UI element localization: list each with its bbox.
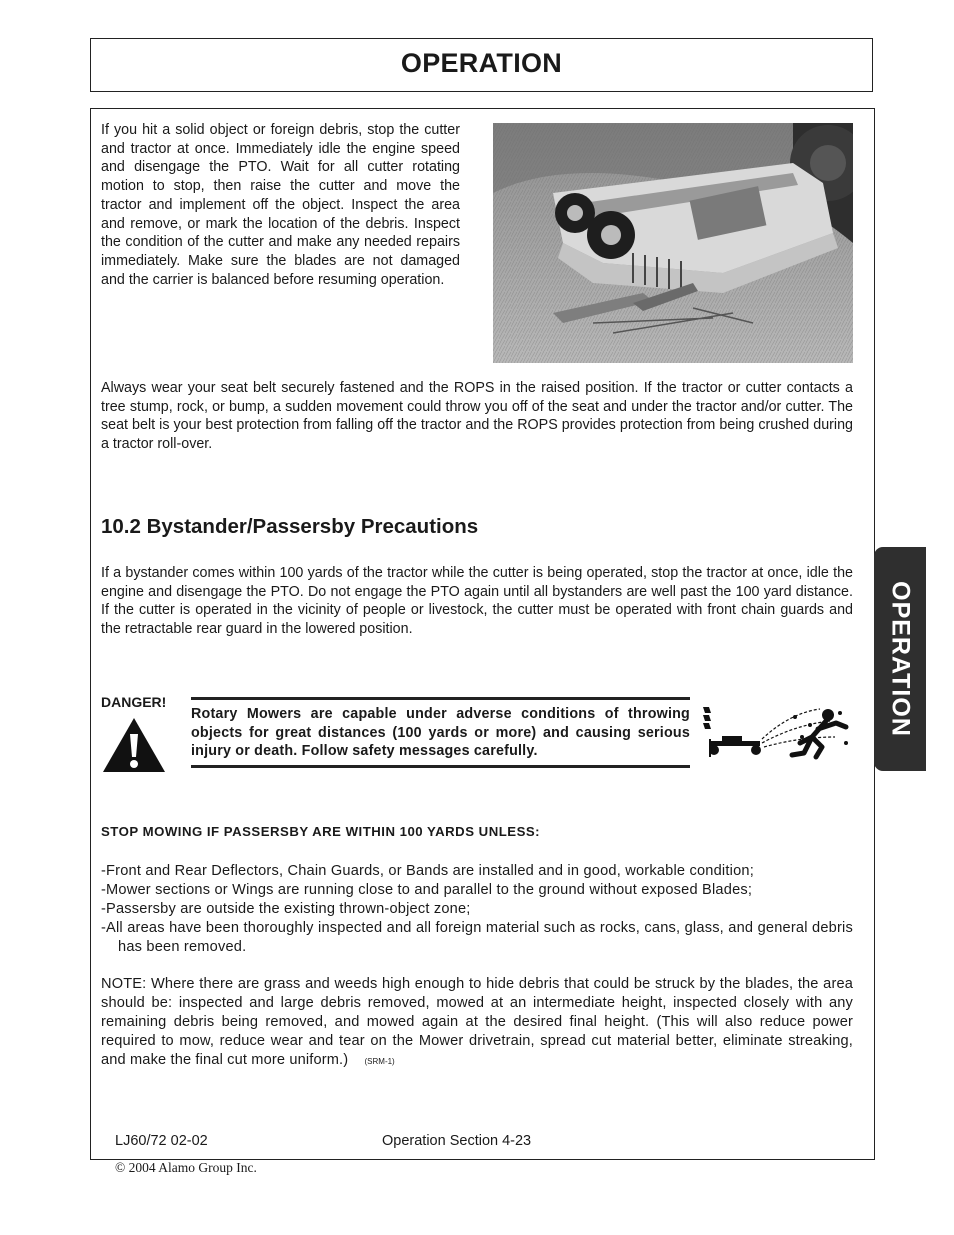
operation-side-tab (874, 547, 926, 771)
rotary-cutter-photo (493, 123, 853, 363)
list-item: -Passersby are outside the existing thrown-object zone; (101, 901, 471, 917)
danger-top-rule (191, 697, 690, 700)
copyright: © 2004 Alamo Group Inc. (115, 1160, 257, 1175)
footer-model: LJ60/72 02-02 (115, 1133, 208, 1149)
section-heading: 10.2 Bystander/Passersby Precautions (101, 515, 479, 538)
list-item: -All areas have been thoroughly inspected and all foreign material such as rocks, cans, glass, and general debris has been removed. (101, 920, 853, 955)
seatbelt-paragraph: Always wear your seat belt securely fastened and the ROPS in the raised position. If the tractor or cutter contacts a tree stump, rock, or bump, a sudden movement could throw you off of the seat and under the tractor and/or cutter. The seat belt is your best protection from falling off the tractor and the ROPS provides protection from being crushed during a tractor roll-over. (101, 380, 853, 453)
stop-mowing-heading: STOP MOWING IF PASSERSBY ARE WITHIN 100 YARDS UNLESS: (101, 824, 541, 839)
list-item: -Front and Rear Deflectors, Chain Guards, or Bands are installed and in good, workable condition; (101, 863, 754, 879)
side-tab-label: OPERATION (886, 581, 915, 737)
warning-triangle-icon (101, 716, 167, 774)
list-item: -Mower sections or Wings are running close to and parallel to the ground without exposed Blades; (101, 882, 753, 898)
note-code: (SRM-1) (364, 1057, 395, 1066)
note-paragraph (101, 975, 853, 1071)
note-text: NOTE: Where there are grass and weeds high enough to hide debris that could be struck by the blades, the area should be: inspected and large debris removed, mowed at an intermediate height, inspected closely with any remaining debris being removed, and mowed again at the desired final height. (This will also reduce power required to mow, reduce wear and tear on the Mower drivetrain, spread cut material better, eliminate streaking, and make the final cut more uniform.) (101, 976, 853, 1068)
intro-paragraph: If you hit a solid object or foreign debris, stop the cutter and tractor at once. Immediately idle the engine speed and disengage the PTO. Wait for all cutter rotating motion to stop, then raise the cutter and move the tractor and implement off the object. Inspect the area and remove, or mark the location of the debris. Inspect the condition of the cutter and make any needed repairs immediately. Make sure the blades are not damaged and the carrier is balanced before resuming operation. (101, 122, 460, 288)
footer-page: Operation Section 4-23 (382, 1133, 532, 1149)
page-title-box (90, 38, 873, 92)
page-title: OPERATION (400, 48, 563, 78)
bystander-paragraph: If a bystander comes within 100 yards of the tractor while the cutter is being operated, stop the tractor at once, idle the engine and disengage the PTO. Do not engage the PTO again until all bystanders are well past the 100 yard distance. If the cutter is operated in the vicinity of people or livestock, the cutter must be operated with front chain guards and the retractable rear guard in the lowered position. (101, 565, 853, 638)
thrown-object-hazard-icon (700, 703, 855, 761)
danger-bottom-rule (191, 765, 690, 768)
danger-label: DANGER! (101, 694, 167, 710)
danger-message: Rotary Mowers are capable under adverse conditions of throwing objects for great distances (100 yards or more) and causing serious injury or death. Follow safety messages carefully. (191, 706, 690, 760)
